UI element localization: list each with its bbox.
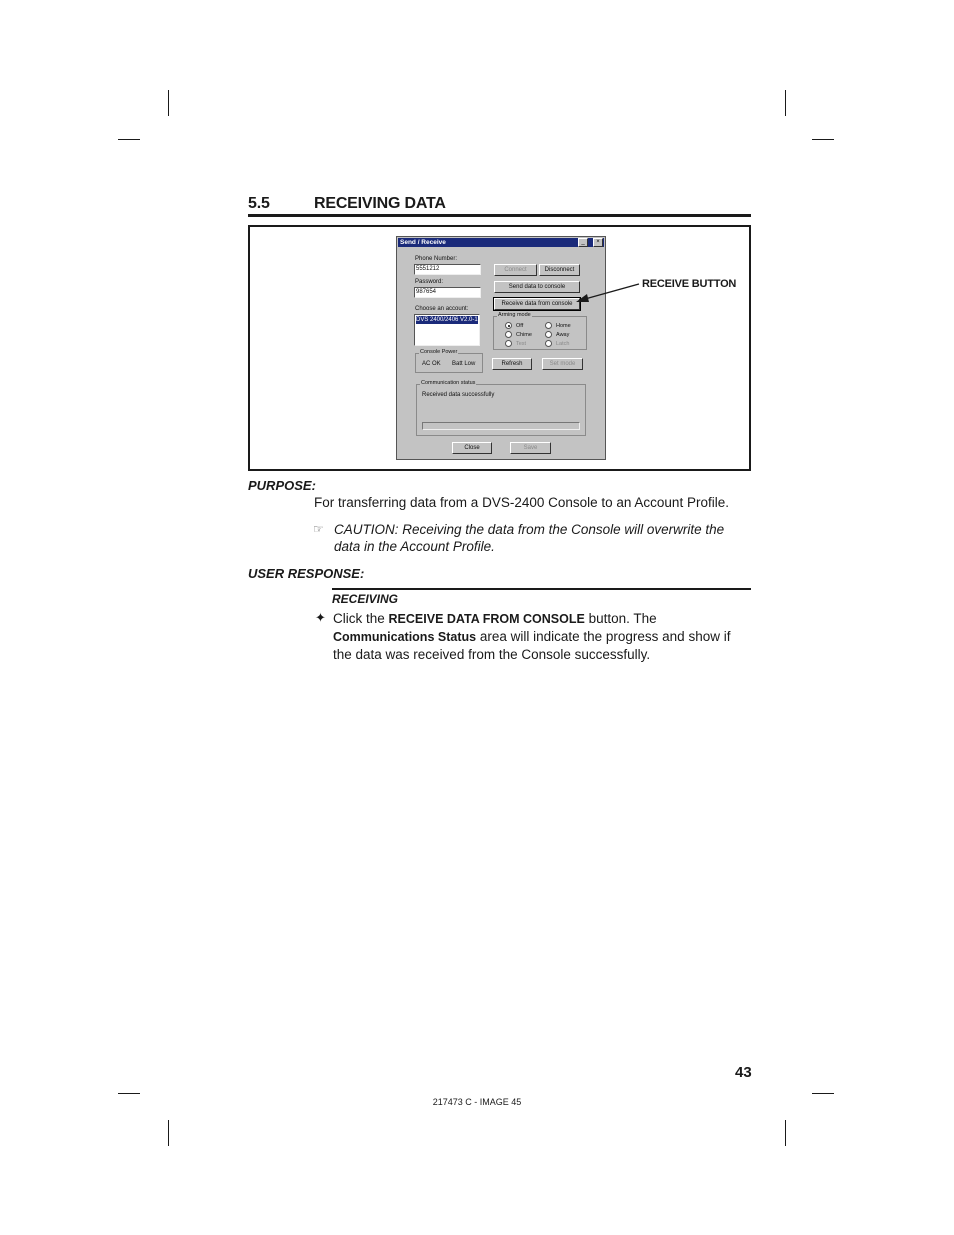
divider — [332, 588, 751, 590]
account-list-item[interactable]: DVS 2400/2406 V2.0-1 — [416, 317, 478, 323]
arming-radio-home[interactable]: Home — [545, 322, 571, 329]
purpose-text: For transferring data from a DVS-2400 Console to an Account Profile. — [314, 495, 729, 510]
crop-mark — [785, 90, 786, 116]
send-data-button[interactable]: Send data to console — [494, 281, 580, 293]
crop-mark — [812, 1093, 834, 1094]
crop-mark — [785, 1120, 786, 1146]
radio-icon — [505, 331, 512, 338]
section-heading — [248, 195, 751, 217]
crop-mark — [118, 1093, 140, 1094]
batt-status: Batt Low — [452, 361, 476, 367]
disconnect-button[interactable]: Disconnect — [539, 264, 580, 276]
purpose-heading: PURPOSE: — [248, 478, 316, 493]
bullet-icon: ✦ — [315, 610, 326, 625]
page-number: 43 — [735, 1064, 752, 1081]
crop-mark — [812, 139, 834, 140]
arming-mode-label: Arming mode — [498, 312, 531, 318]
arming-radio-test[interactable]: Test — [505, 340, 526, 347]
password-label: Password: — [415, 279, 444, 285]
receive-button-callout: RECEIVE BUTTON — [642, 278, 737, 290]
connect-button[interactable]: Connect — [494, 264, 537, 276]
receive-data-button[interactable]: Receive data from console — [494, 298, 580, 310]
account-label: Choose an account: — [415, 306, 469, 312]
console-power-group — [415, 349, 483, 373]
bold-receive-button: RECEIVE DATA FROM CONSOLE — [388, 612, 585, 626]
section-title: RECEIVING DATA — [314, 195, 446, 212]
radio-icon — [505, 322, 512, 329]
arming-radio-off[interactable]: Off — [505, 322, 523, 329]
close-button[interactable]: Close — [452, 442, 492, 454]
progress-bar — [422, 422, 580, 430]
arming-radio-latch[interactable]: Latch — [545, 340, 569, 347]
footer-code: 217473 C - IMAGE 45 — [432, 1097, 522, 1107]
dialog-title: Send / Receive — [400, 239, 446, 246]
minimize-icon[interactable]: _ — [578, 238, 588, 247]
pointing-hand-icon: ☞ — [313, 522, 324, 536]
instruction-text: Click the RECEIVE DATA FROM CONSOLE button. The Communications Status area will indicate the progress and show if the data was received from the Console successfully. — [333, 611, 731, 662]
phone-label: Phone Number: — [415, 256, 458, 262]
refresh-button[interactable]: Refresh — [492, 358, 532, 370]
password-field[interactable]: 987654 — [414, 287, 481, 298]
arming-radio-chime[interactable]: Chime — [505, 331, 532, 338]
close-icon[interactable]: × — [593, 238, 603, 247]
console-power-label: Console Power — [420, 349, 458, 355]
dialog-titlebar — [398, 238, 604, 247]
communication-status-group — [416, 380, 586, 436]
communication-status-label: Communication status — [421, 380, 476, 386]
bold-communications-status: Communications Status — [333, 630, 477, 644]
figure-frame — [248, 225, 751, 471]
send-receive-dialog — [396, 236, 606, 460]
ac-status: AC OK — [422, 361, 441, 367]
crop-mark — [168, 1120, 169, 1146]
phone-number-field[interactable]: 5551212 — [414, 264, 481, 275]
radio-icon — [505, 340, 512, 347]
crop-mark — [118, 139, 140, 140]
radio-icon — [545, 322, 552, 329]
arming-radio-away[interactable]: Away — [545, 331, 569, 338]
section-number: 5.5 — [248, 195, 270, 212]
radio-icon — [545, 331, 552, 338]
receiving-subheading: RECEIVING — [332, 592, 399, 606]
radio-icon — [545, 340, 552, 347]
communication-status-text: Received data successfully — [422, 392, 495, 398]
save-button[interactable]: Save — [510, 442, 551, 454]
account-listbox[interactable] — [414, 314, 480, 346]
caution-text: CAUTION: Receiving the data from the Console will overwrite the data in the Account Profile. — [334, 522, 725, 554]
arming-mode-group — [493, 312, 587, 350]
crop-mark — [168, 90, 169, 116]
set-mode-button[interactable]: Set mode — [542, 358, 583, 370]
user-response-heading: USER RESPONSE: — [248, 566, 365, 581]
